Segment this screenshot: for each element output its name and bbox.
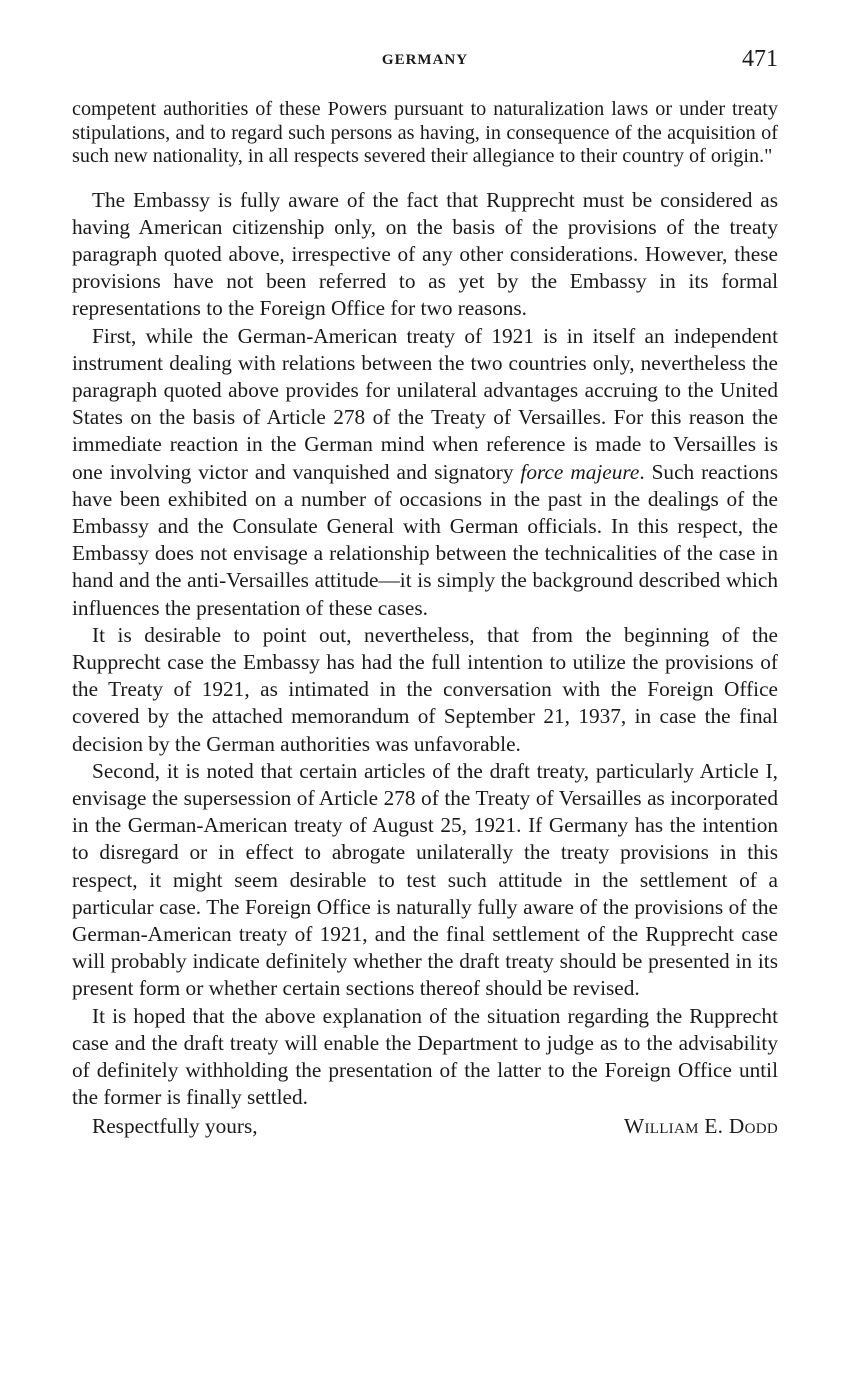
paragraph-first-reason [72, 323, 778, 622]
letter-closing [72, 1113, 778, 1141]
paragraph-second-reason: Second, it is noted that certain articles of the draft treaty, particularly Article I, envisage the supersession of Article 278 of the Treaty of Versailles as incorporated in the German-American treaty of August 25, 1921. If Germany has the intention to disregard or in effect to abrogate unilaterally the treaty provisions in this respect, it might seem desirable to test such attitude in the settlement of a particular case. The Foreign Office is naturally fully aware of the provisions of the German-American treaty of 1921, and the final settlement of the Rupprecht case will probably indicate definitely whether the draft treaty should be presented in its present form or whether certain sections thereof should be revised. [72, 758, 778, 1001]
running-head: GERMANY [381, 52, 469, 68]
page-header [72, 40, 778, 80]
quoted-passage: competent authorities of these Powers pursuant to naturalization laws or under treaty stipulations, and to regard such persons as having, in consequence of the acquisition of such new nationality, in all respects severed their allegiance to their country of origin." [72, 98, 778, 167]
paragraph-first-reason-part2: . Such reactions have been exhibited on a number of occasions in the past in the dealings of the Embassy and the Consulate General with German officials. In this respect, the Embassy does not envisage a relationship between the technicalities of the case in hand and the anti-Versailles attitude—it is simply the background described which influences the presentation of these cases. [72, 459, 778, 620]
page-number: 471 [742, 46, 778, 72]
complimentary-close: Respectfully yours, [92, 1114, 258, 1139]
paragraph-hoped: It is hoped that the above explanation of the situation regarding the Rupprecht case and the draft treaty will enable the Department to judge as to the advisability of definitely withholding the presentation of the latter to the Foreign Office until the former is finally settled. [72, 1003, 778, 1110]
paragraph-embassy-aware: The Embassy is fully aware of the fact that Rupprecht must be considered as having American citizenship only, on the basis of the provisions of the treaty paragraph quoted above, irrespective of any other considerations. However, these provisions have not been referred to as yet by the Embassy in its formal representations to the Foreign Office for two reasons. [72, 187, 778, 321]
signature: William E. Dodd [624, 1114, 778, 1139]
paragraph-desirable: It is desirable to point out, nevertheless, that from the beginning of the Rupprecht case the Embassy has had the full intention to utilize the provisions of the Treaty of 1921, as intimated in the conversation with the Foreign Office covered by the attached memorandum of September 21, 1937, in case the final decision by the German authorities was unfavorable. [72, 622, 778, 756]
paragraph-first-reason-part1: First, while the German-American treaty of 1921 is in itself an independent instrument dealing with relations between the two countries only, nevertheless the paragraph quoted above provides for unilateral advantages accruing to the United States on the basis of Article 278 of the Treaty of Versailles. For this reason the immediate reaction in the German mind when reference is made to Versailles is one involving victor and vanquished and signatory [72, 323, 778, 484]
italic-force-majeure: force majeure [520, 459, 640, 484]
document-page [72, 40, 778, 1141]
